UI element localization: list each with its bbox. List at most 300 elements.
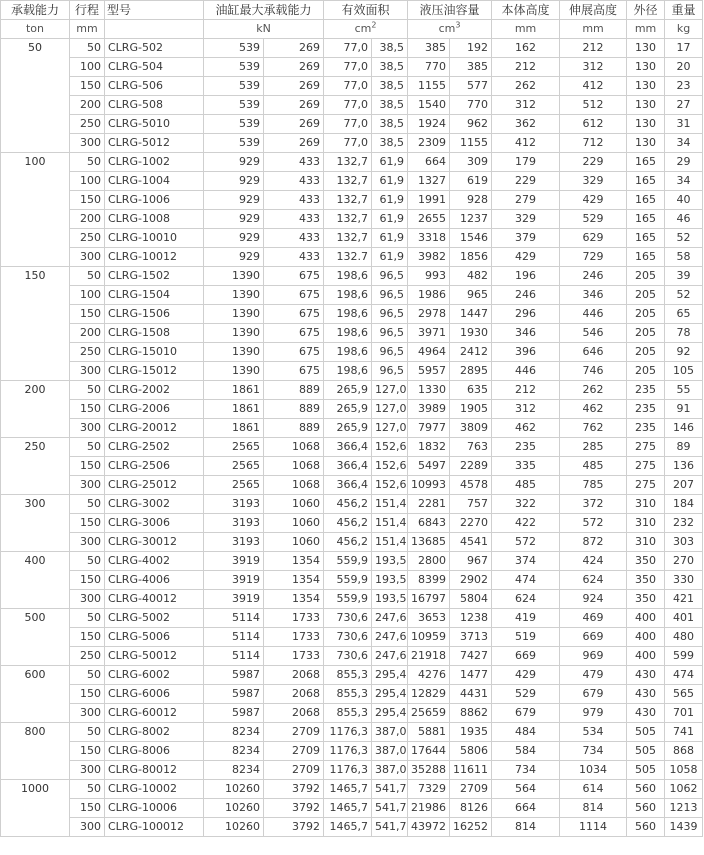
oil-a-cell: 7977 (408, 419, 450, 438)
weight-cell: 270 (665, 552, 703, 571)
table-row (1, 400, 703, 419)
load-a-cell: 2565 (204, 457, 264, 476)
load-b-cell: 675 (264, 362, 324, 381)
model-cell: CLRG-6002 (105, 666, 204, 685)
oil-a-cell: 1991 (408, 191, 450, 210)
load-b-cell: 1060 (264, 514, 324, 533)
load-a-cell: 10260 (204, 799, 264, 818)
area-a-cell: 559,9 (324, 590, 372, 609)
unit-area-base: cm (354, 22, 372, 35)
area-b-cell: 541,7 (372, 818, 408, 837)
load-b-cell: 3792 (264, 799, 324, 818)
area-a-cell: 1465,7 (324, 799, 372, 818)
oil-a-cell: 2978 (408, 305, 450, 324)
area-a-cell: 132,7 (324, 191, 372, 210)
model-cell: CLRG-50012 (105, 647, 204, 666)
stroke-cell: 300 (70, 818, 105, 837)
load-a-cell: 5987 (204, 666, 264, 685)
body-height-cell: 529 (492, 685, 560, 704)
weight-cell: 401 (665, 609, 703, 628)
oil-b-cell: 965 (450, 286, 492, 305)
od-cell: 130 (627, 39, 665, 58)
weight-cell: 184 (665, 495, 703, 514)
body-height-cell: 196 (492, 267, 560, 286)
oil-b-cell: 8862 (450, 704, 492, 723)
load-b-cell: 1733 (264, 628, 324, 647)
load-b-cell: 2709 (264, 761, 324, 780)
stroke-cell: 150 (70, 685, 105, 704)
oil-a-cell: 5957 (408, 362, 450, 381)
table-row (1, 362, 703, 381)
weight-cell: 136 (665, 457, 703, 476)
ext-height-cell: 872 (560, 533, 627, 552)
area-b-cell: 295,4 (372, 685, 408, 704)
model-cell: CLRG-1006 (105, 191, 204, 210)
table-row (1, 799, 703, 818)
area-a-cell: 198,6 (324, 305, 372, 324)
model-cell: CLRG-1508 (105, 324, 204, 343)
body-height-cell: 212 (492, 58, 560, 77)
body-height-cell: 374 (492, 552, 560, 571)
stroke-cell: 300 (70, 134, 105, 153)
weight-cell: 23 (665, 77, 703, 96)
load-a-cell: 1390 (204, 267, 264, 286)
oil-b-cell: 3809 (450, 419, 492, 438)
load-b-cell: 1354 (264, 590, 324, 609)
unit-max-load: kN (204, 20, 324, 39)
header-stroke: 行程 (70, 1, 105, 20)
ext-height-cell: 262 (560, 381, 627, 400)
body-height-cell: 279 (492, 191, 560, 210)
ext-height-cell: 212 (560, 39, 627, 58)
table-row (1, 761, 703, 780)
area-b-cell: 38,5 (372, 115, 408, 134)
load-b-cell: 675 (264, 286, 324, 305)
oil-b-cell: 5806 (450, 742, 492, 761)
weight-cell: 52 (665, 286, 703, 305)
ext-height-cell: 546 (560, 324, 627, 343)
oil-a-cell: 21986 (408, 799, 450, 818)
ext-height-cell: 762 (560, 419, 627, 438)
area-b-cell: 152,6 (372, 457, 408, 476)
area-a-cell: 198,6 (324, 324, 372, 343)
od-cell: 130 (627, 58, 665, 77)
load-a-cell: 929 (204, 191, 264, 210)
weight-cell: 46 (665, 210, 703, 229)
oil-b-cell: 2902 (450, 571, 492, 590)
header-capacity: 承载能力 (1, 1, 70, 20)
load-a-cell: 2565 (204, 438, 264, 457)
oil-a-cell: 13685 (408, 533, 450, 552)
stroke-cell: 150 (70, 571, 105, 590)
oil-b-cell: 4431 (450, 685, 492, 704)
area-b-cell: 152,6 (372, 476, 408, 495)
ext-height-cell: 312 (560, 58, 627, 77)
area-b-cell: 38,5 (372, 134, 408, 153)
model-cell: CLRG-5010 (105, 115, 204, 134)
load-b-cell: 269 (264, 58, 324, 77)
weight-cell: 92 (665, 343, 703, 362)
table-row (1, 58, 703, 77)
body-height-cell: 346 (492, 324, 560, 343)
model-cell: CLRG-8006 (105, 742, 204, 761)
oil-b-cell: 619 (450, 172, 492, 191)
table-row (1, 590, 703, 609)
load-b-cell: 3792 (264, 780, 324, 799)
area-a-cell: 855,3 (324, 704, 372, 723)
area-b-cell: 61,9 (372, 210, 408, 229)
table-row (1, 77, 703, 96)
unit-body-height: mm (492, 20, 560, 39)
weight-cell: 303 (665, 533, 703, 552)
body-height-cell: 179 (492, 153, 560, 172)
od-cell: 165 (627, 229, 665, 248)
model-cell: CLRG-1504 (105, 286, 204, 305)
oil-a-cell: 770 (408, 58, 450, 77)
od-cell: 430 (627, 666, 665, 685)
oil-b-cell: 1935 (450, 723, 492, 742)
body-height-cell: 572 (492, 533, 560, 552)
table-row (1, 153, 703, 172)
weight-cell: 1213 (665, 799, 703, 818)
area-a-cell: 855,3 (324, 666, 372, 685)
ext-height-cell: 512 (560, 96, 627, 115)
model-cell: CLRG-3006 (105, 514, 204, 533)
oil-b-cell: 482 (450, 267, 492, 286)
area-b-cell: 61,9 (372, 191, 408, 210)
od-cell: 205 (627, 324, 665, 343)
od-cell: 400 (627, 647, 665, 666)
oil-a-cell: 1330 (408, 381, 450, 400)
od-cell: 130 (627, 96, 665, 115)
table-row (1, 191, 703, 210)
od-cell: 205 (627, 343, 665, 362)
body-height-cell: 246 (492, 286, 560, 305)
od-cell: 275 (627, 438, 665, 457)
load-a-cell: 3193 (204, 495, 264, 514)
area-a-cell: 198,6 (324, 362, 372, 381)
area-a-cell: 1465,7 (324, 780, 372, 799)
weight-cell: 31 (665, 115, 703, 134)
stroke-cell: 100 (70, 58, 105, 77)
stroke-cell: 150 (70, 514, 105, 533)
area-b-cell: 127,0 (372, 381, 408, 400)
model-cell: CLRG-1502 (105, 267, 204, 286)
area-a-cell: 198,6 (324, 267, 372, 286)
od-cell: 165 (627, 210, 665, 229)
oil-b-cell: 1856 (450, 248, 492, 267)
od-cell: 310 (627, 495, 665, 514)
body-height-cell: 412 (492, 134, 560, 153)
oil-a-cell: 21918 (408, 647, 450, 666)
stroke-cell: 150 (70, 742, 105, 761)
load-b-cell: 2709 (264, 742, 324, 761)
header-max-load: 油缸最大承载能力 (204, 1, 324, 20)
body-height-cell: 624 (492, 590, 560, 609)
oil-b-cell: 1447 (450, 305, 492, 324)
stroke-cell: 150 (70, 400, 105, 419)
area-b-cell: 151,4 (372, 495, 408, 514)
area-a-cell: 366,4 (324, 438, 372, 457)
oil-a-cell: 6843 (408, 514, 450, 533)
area-a-cell: 1465,7 (324, 818, 372, 837)
oil-b-cell: 7427 (450, 647, 492, 666)
model-cell: CLRG-8002 (105, 723, 204, 742)
oil-a-cell: 2800 (408, 552, 450, 571)
unit-od: mm (627, 20, 665, 39)
header-weight: 重量 (665, 1, 703, 20)
weight-cell: 40 (665, 191, 703, 210)
load-b-cell: 1733 (264, 609, 324, 628)
weight-cell: 34 (665, 172, 703, 191)
body-height-cell: 335 (492, 457, 560, 476)
ext-height-cell: 229 (560, 153, 627, 172)
oil-b-cell: 1546 (450, 229, 492, 248)
body-height-cell: 312 (492, 96, 560, 115)
load-a-cell: 5114 (204, 609, 264, 628)
area-b-cell: 387,0 (372, 761, 408, 780)
area-b-cell: 127,0 (372, 400, 408, 419)
model-cell: CLRG-508 (105, 96, 204, 115)
stroke-cell: 300 (70, 476, 105, 495)
weight-cell: 741 (665, 723, 703, 742)
body-height-cell: 664 (492, 799, 560, 818)
body-height-cell: 419 (492, 609, 560, 628)
ext-height-cell: 712 (560, 134, 627, 153)
oil-a-cell: 3318 (408, 229, 450, 248)
table-row (1, 723, 703, 742)
unit-model (105, 20, 204, 39)
oil-a-cell: 3653 (408, 609, 450, 628)
load-b-cell: 1354 (264, 552, 324, 571)
capacity-cell: 1000 (1, 780, 70, 837)
area-a-cell: 456,2 (324, 514, 372, 533)
oil-b-cell: 3713 (450, 628, 492, 647)
ext-height-cell: 814 (560, 799, 627, 818)
load-b-cell: 675 (264, 267, 324, 286)
area-b-cell: 96,5 (372, 324, 408, 343)
oil-b-cell: 763 (450, 438, 492, 457)
load-a-cell: 8234 (204, 761, 264, 780)
table-row (1, 533, 703, 552)
oil-a-cell: 1986 (408, 286, 450, 305)
stroke-cell: 300 (70, 419, 105, 438)
od-cell: 205 (627, 267, 665, 286)
model-cell: CLRG-15012 (105, 362, 204, 381)
weight-cell: 29 (665, 153, 703, 172)
area-a-cell: 77,0 (324, 115, 372, 134)
table-row (1, 96, 703, 115)
load-b-cell: 2068 (264, 685, 324, 704)
model-cell: CLRG-1004 (105, 172, 204, 191)
table-row (1, 248, 703, 267)
od-cell: 560 (627, 780, 665, 799)
area-a-cell: 366,4 (324, 476, 372, 495)
od-cell: 430 (627, 704, 665, 723)
weight-cell: 58 (665, 248, 703, 267)
oil-b-cell: 4541 (450, 533, 492, 552)
load-a-cell: 929 (204, 172, 264, 191)
oil-a-cell: 2281 (408, 495, 450, 514)
area-b-cell: 61,9 (372, 153, 408, 172)
stroke-cell: 150 (70, 799, 105, 818)
load-b-cell: 433 (264, 229, 324, 248)
table-row (1, 628, 703, 647)
oil-a-cell: 993 (408, 267, 450, 286)
ext-height-cell: 424 (560, 552, 627, 571)
stroke-cell: 250 (70, 343, 105, 362)
oil-b-cell: 192 (450, 39, 492, 58)
weight-cell: 1062 (665, 780, 703, 799)
stroke-cell: 300 (70, 704, 105, 723)
area-b-cell: 295,4 (372, 666, 408, 685)
oil-b-cell: 4578 (450, 476, 492, 495)
area-b-cell: 61,9 (372, 229, 408, 248)
body-height-cell: 422 (492, 514, 560, 533)
model-cell: CLRG-100012 (105, 818, 204, 837)
table-row (1, 457, 703, 476)
oil-a-cell: 10993 (408, 476, 450, 495)
stroke-cell: 250 (70, 115, 105, 134)
ext-height-cell: 534 (560, 723, 627, 742)
model-cell: CLRG-2002 (105, 381, 204, 400)
area-b-cell: 96,5 (372, 305, 408, 324)
od-cell: 505 (627, 742, 665, 761)
ext-height-cell: 629 (560, 229, 627, 248)
area-b-cell: 151,4 (372, 514, 408, 533)
weight-cell: 330 (665, 571, 703, 590)
model-cell: CLRG-3002 (105, 495, 204, 514)
ext-height-cell: 412 (560, 77, 627, 96)
capacity-cell: 50 (1, 39, 70, 153)
model-cell: CLRG-10006 (105, 799, 204, 818)
body-height-cell: 584 (492, 742, 560, 761)
oil-b-cell: 577 (450, 77, 492, 96)
stroke-cell: 50 (70, 39, 105, 58)
table-row (1, 229, 703, 248)
area-b-cell: 247,6 (372, 609, 408, 628)
load-a-cell: 8234 (204, 723, 264, 742)
area-b-cell: 295,4 (372, 704, 408, 723)
table-row (1, 267, 703, 286)
unit-oil-exponent: 3 (455, 20, 461, 30)
load-b-cell: 3792 (264, 818, 324, 837)
unit-row (1, 20, 703, 39)
body-height-cell: 312 (492, 400, 560, 419)
load-a-cell: 929 (204, 153, 264, 172)
load-a-cell: 5987 (204, 685, 264, 704)
stroke-cell: 250 (70, 229, 105, 248)
unit-ext-height: mm (560, 20, 627, 39)
area-a-cell: 1176,3 (324, 723, 372, 742)
body-height-cell: 262 (492, 77, 560, 96)
weight-cell: 34 (665, 134, 703, 153)
area-a-cell: 1176,3 (324, 742, 372, 761)
table-row (1, 666, 703, 685)
unit-area-exponent: 2 (371, 20, 377, 30)
area-a-cell: 559,9 (324, 552, 372, 571)
model-cell: CLRG-504 (105, 58, 204, 77)
oil-a-cell: 35288 (408, 761, 450, 780)
body-height-cell: 679 (492, 704, 560, 723)
weight-cell: 232 (665, 514, 703, 533)
area-a-cell: 132,7 (324, 153, 372, 172)
load-b-cell: 433 (264, 191, 324, 210)
body-height-cell: 485 (492, 476, 560, 495)
body-height-cell: 322 (492, 495, 560, 514)
ext-height-cell: 372 (560, 495, 627, 514)
area-a-cell: 77,0 (324, 39, 372, 58)
model-cell: CLRG-80012 (105, 761, 204, 780)
area-b-cell: 96,5 (372, 267, 408, 286)
area-b-cell: 541,7 (372, 780, 408, 799)
area-a-cell: 132,7 (324, 229, 372, 248)
stroke-cell: 300 (70, 590, 105, 609)
body-height-cell: 474 (492, 571, 560, 590)
area-b-cell: 151,4 (372, 533, 408, 552)
stroke-cell: 150 (70, 77, 105, 96)
area-b-cell: 38,5 (372, 96, 408, 115)
body-height-cell: 229 (492, 172, 560, 191)
stroke-cell: 50 (70, 438, 105, 457)
stroke-cell: 150 (70, 457, 105, 476)
model-cell: CLRG-10010 (105, 229, 204, 248)
oil-a-cell: 5497 (408, 457, 450, 476)
ext-height-cell: 612 (560, 115, 627, 134)
load-b-cell: 1060 (264, 533, 324, 552)
area-b-cell: 38,5 (372, 77, 408, 96)
area-b-cell: 96,5 (372, 343, 408, 362)
area-b-cell: 127,0 (372, 419, 408, 438)
od-cell: 205 (627, 362, 665, 381)
load-a-cell: 1390 (204, 305, 264, 324)
ext-height-cell: 485 (560, 457, 627, 476)
oil-b-cell: 1238 (450, 609, 492, 628)
area-b-cell: 387,0 (372, 742, 408, 761)
stroke-cell: 300 (70, 362, 105, 381)
oil-b-cell: 5804 (450, 590, 492, 609)
table-row (1, 115, 703, 134)
oil-b-cell: 309 (450, 153, 492, 172)
load-a-cell: 539 (204, 58, 264, 77)
table-row (1, 609, 703, 628)
oil-a-cell: 1327 (408, 172, 450, 191)
weight-cell: 421 (665, 590, 703, 609)
table-row (1, 438, 703, 457)
table-row (1, 571, 703, 590)
area-a-cell: 730,6 (324, 628, 372, 647)
load-b-cell: 269 (264, 77, 324, 96)
load-a-cell: 539 (204, 115, 264, 134)
load-a-cell: 539 (204, 96, 264, 115)
area-b-cell: 61,9 (372, 248, 408, 267)
area-b-cell: 61,9 (372, 172, 408, 191)
capacity-cell: 300 (1, 495, 70, 552)
ext-height-cell: 462 (560, 400, 627, 419)
capacity-cell: 400 (1, 552, 70, 609)
od-cell: 205 (627, 286, 665, 305)
weight-cell: 105 (665, 362, 703, 381)
header-od: 外径 (627, 1, 665, 20)
area-b-cell: 152,6 (372, 438, 408, 457)
stroke-cell: 50 (70, 267, 105, 286)
oil-a-cell: 7329 (408, 780, 450, 799)
oil-a-cell: 4276 (408, 666, 450, 685)
table-row (1, 134, 703, 153)
oil-a-cell: 10959 (408, 628, 450, 647)
load-a-cell: 929 (204, 210, 264, 229)
model-cell: CLRG-10002 (105, 780, 204, 799)
